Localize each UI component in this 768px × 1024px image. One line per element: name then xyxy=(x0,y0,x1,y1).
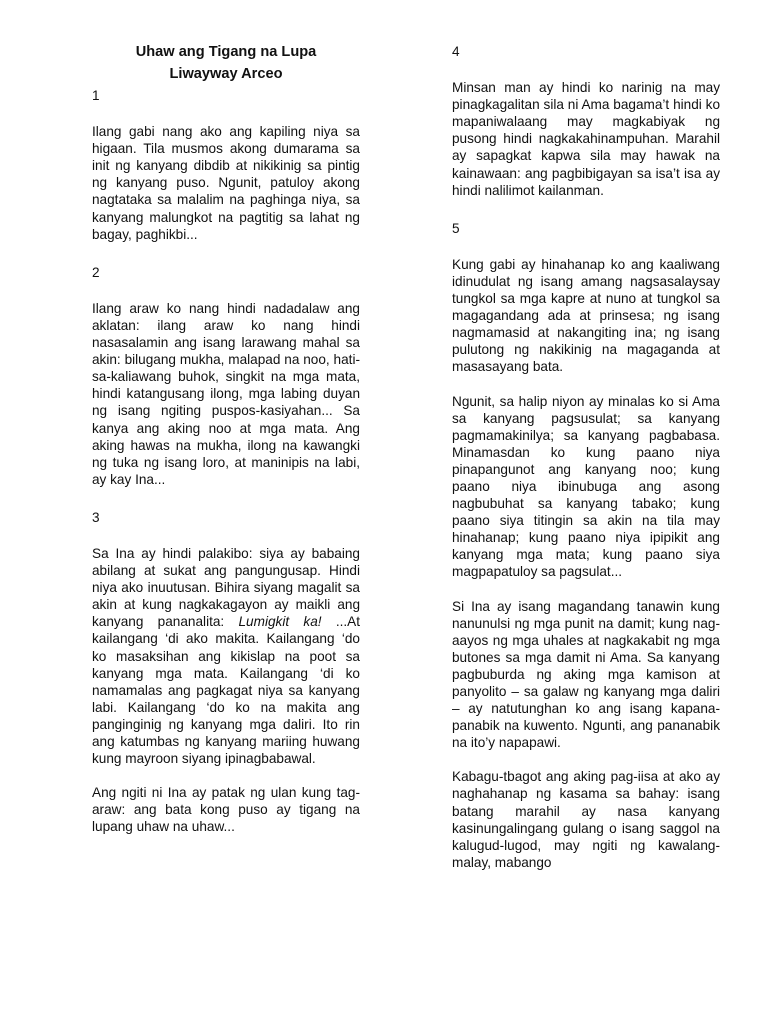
paragraph: Kabagu-tbagot ang aking pag-iisa at ako ay naghahanap ng kasama sa bahay: isang batang marahil ay nasa kanyang kasinungalingang gulang o isang saggol na kalugud-lugod, may ngiti ng kawalang-malay, mabango xyxy=(452,769,720,870)
document-title: Uhaw ang Tigang na Lupa xyxy=(135,44,317,60)
paragraph: Ngunit, sa halip niyon ay minalas ko si Ama sa kanyang pagsusulat; sa kanyang pagmamakinilya; sa kanyang pagbabasa. Minamasdan ko kung paano niya pinapangunot ang kanyang noo; kung paano niya ibinubuga ang asong nagbubuhat sa kanyang tabako; kung paano siya titingin sa akin na tila may hinahanap; kung paano niya ipipikit ang kanyang mga mata; kung paano siya magpapatuloy sa pagsulat... xyxy=(452,393,720,580)
section-number: 2 xyxy=(92,264,100,280)
paragraph: Kung gabi ay hinahanap ko ang kaaliwang idinudulat ng isang amang nagsasalaysay tungkol sa mga kapre at nuno at tungkol sa magagandang ada at prinsesa; ng isang nagmamasid at nakangiting ina; ng isang pulutong ng nakikinig na magaganda at masasayang bata. xyxy=(452,256,720,375)
paragraph: Ilang araw ko nang hindi nadadalaw ang aklatan: ilang araw ko nang hindi nasasalamin ang isang larawang mahal sa akin: bilugang mukha, malapad na noo, hati-sa-kaliawang buhok, singkit na mga mata, hindi katangusang ilong, mga labing duyan ng isang ngiting puspos-kasiyahan... Sa kanya ang aking noo at mga mata. Ang aking hawas na mukha, ilong na kawangki ng tuka ng isang loro, at maninipis na labi, ay kay Ina... xyxy=(92,300,360,487)
section-number: 5 xyxy=(452,220,460,236)
paragraph: Ang ngiti ni Ina ay patak ng ulan kung tag-araw: ang bata kong puso ay tigang na lupang uhaw na uhaw... xyxy=(92,785,360,835)
section-number: 3 xyxy=(92,509,100,525)
paragraph-text: ...At kailangang ‘di ako makita. Kailangang ‘do ko masaksihan ang kikislap na poot sa kanyang mga mata. Kailangang ‘di ko namamalas ang pagkagat niya sa kanyang labi. Kailangang ‘do ko na makita ang panginginig ng kanyang mga daliri. Ito rin ang katumbas ng kanyang mariing huwang kung mayroon siyang ipinagbabawal. xyxy=(92,614,361,767)
paragraph: Si Ina ay isang magandang tanawin kung nanunulsi ng mga punit na damit; kung nag-aayos ng mga uhales at nagkakabit ng mga butones sa mga damit ni Ama. Sa kanyang pagbuburda ng aking mga kamison at panyolito – sa galaw ng kanyang mga daliri – ay natutunghan ko ang isang kapana-panabik na kuwento. Ngunti, ang pananabik na ito’y napapawi. xyxy=(452,598,720,751)
document-author: Liwayway Arceo xyxy=(169,66,283,82)
italic-text: Lumigkit ka! xyxy=(238,614,322,630)
paragraph xyxy=(92,545,360,767)
right-column xyxy=(452,40,720,871)
paragraph-text: Sa Ina ay hindi palakibo: siya ay babaing abilang at sukat ang pangungusap. Hindi niya ako inuutusan. Bihira siyang magalit sa akin at kung nagkakagayon ay maikli ang kanyang pananalita: xyxy=(92,545,360,630)
paragraph: Minsan man ay hindi ko narinig na may pinagkagalitan sila ni Ama bagama’t hindi ko mapaniwalaang may magkabiyak ng pusong hindi nagkakahinampuhan. Marahil ay sapagkat kapwa sila may hawak na kainawaan: ang pagbibigayan sa isa’t isa ay hindi nalilimot kailanman. xyxy=(452,80,720,198)
paragraph: Ilang gabi nang ako ang kapiling niya sa higaan. Tila musmos akong dumarama sa init ng kanyang dibdib at nikikinig sa pintig ng kanyang puso. Ngunit, patuloy akong nagtataka sa malalim na paghinga niya, sa kanyang malungkot na pagtitig sa lahat ng bagay, paghikbi... xyxy=(92,124,360,242)
section-number: 4 xyxy=(452,44,460,59)
left-column xyxy=(92,40,360,835)
section-number: 1 xyxy=(92,88,100,103)
